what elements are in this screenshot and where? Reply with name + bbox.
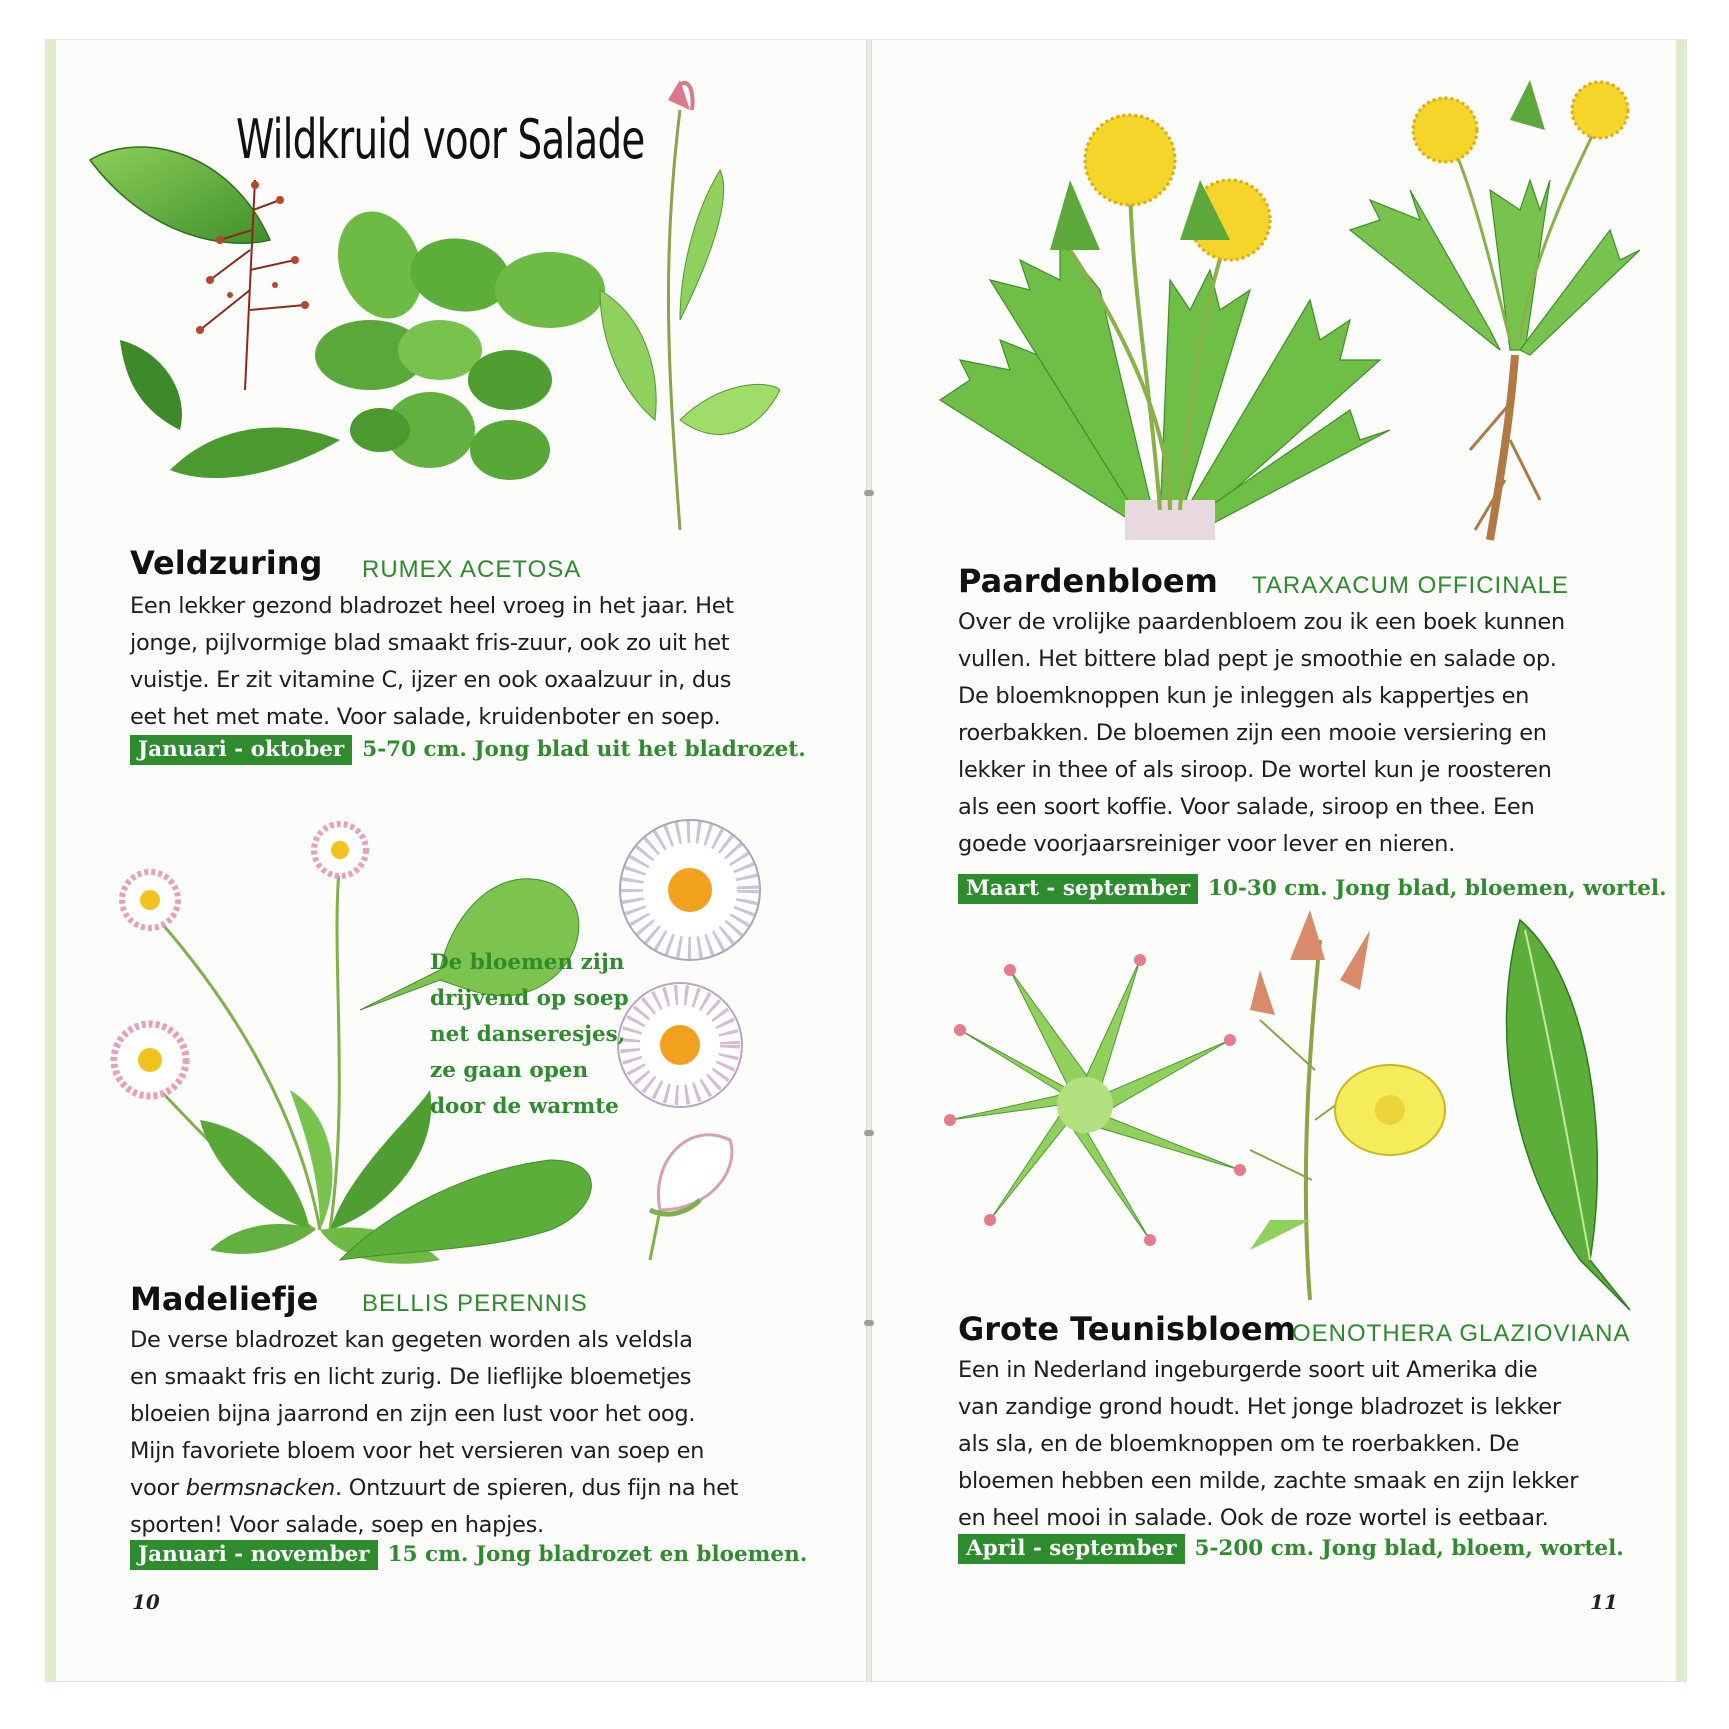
season-badge: Maart - september: [958, 874, 1198, 904]
illustration-caption: [430, 945, 629, 1125]
entry-name: Paardenbloem: [958, 562, 1218, 600]
staple: [864, 1320, 874, 1326]
text-span: voor: [130, 1475, 186, 1501]
dandelion-flower: [1050, 115, 1270, 260]
text-line: Mijn favoriete bloem voor het versieren van soep en: [130, 1438, 705, 1464]
text-line: als sla, en de bloemknoppen om te roerbakken. De: [958, 1431, 1520, 1457]
text-line: als een soort koffie. Voor salade, siroop en thee. Een: [958, 794, 1535, 820]
entry-name: Madeliefje: [130, 1280, 319, 1318]
staple: [864, 490, 874, 496]
season-info: [130, 1540, 807, 1570]
text-line: van zandige grond houdt. Het jonge bladrozet is lekker: [958, 1394, 1561, 1420]
caption-line: De bloemen zijn: [430, 950, 625, 975]
caption-line: net danseresjes,: [430, 1022, 626, 1047]
caption-line: door de warmte: [430, 1094, 619, 1119]
text-line: vuistje. Er zit vitamine C, ijzer en ook oxaalzuur in, dus: [130, 667, 732, 693]
text-line: Over de vrolijke paardenbloem zou ik een boek kunnen: [958, 609, 1565, 635]
book-spine: [866, 40, 872, 1681]
text-line: goede voorjaarsreiniger voor lever en nieren.: [958, 831, 1455, 857]
dandelion-illustration: [930, 80, 1650, 550]
staple: [864, 1130, 874, 1136]
entry-latin-name: TARAXACUM OFFICINALE: [1252, 572, 1569, 599]
season-badge: Januari - november: [130, 1540, 378, 1570]
entry-latin-name: BELLIS PERENNIS: [362, 1290, 588, 1317]
text-line: lekker in thee of als siroop. De wortel kun je roosteren: [958, 757, 1552, 783]
page-number-right: 11: [1590, 1590, 1618, 1614]
season-badge: Januari - oktober: [130, 735, 352, 765]
text-line: jonge, pijlvormige blad smaakt fris-zuur, ook zo uit het: [130, 630, 730, 656]
text-line: bloemen hebben een milde, zachte smaak en zijn lekker: [958, 1468, 1579, 1494]
entry-name: Veldzuring: [130, 544, 323, 582]
season-details: 5-70 cm. Jong blad uit het bladrozet.: [362, 737, 806, 762]
page-title: Wildkruid voor Salade: [236, 108, 645, 171]
text-line: [130, 1470, 738, 1507]
text-line: De verse bladrozet kan gegeten worden als veldsla: [130, 1327, 693, 1353]
daisy-flower-small: [122, 872, 178, 928]
text-line: en heel mooi in salade. Ook de roze wortel is eetbaar.: [958, 1505, 1549, 1531]
season-badge: April - september: [958, 1534, 1185, 1564]
text-line: roerbakken. De bloemen zijn een mooie versiering en: [958, 720, 1547, 746]
season-details: 15 cm. Jong bladrozet en bloemen.: [387, 1542, 808, 1567]
entry-description: [130, 1322, 738, 1544]
italic-term: bermsnacken: [185, 1475, 336, 1501]
entry-name: Grote Teunisbloem: [958, 1310, 1296, 1348]
caption-line: ze gaan open: [430, 1058, 589, 1083]
page-number-left: 10: [132, 1590, 160, 1614]
text-span: . Ontzuurt de spieren, dus fijn na het: [335, 1475, 739, 1501]
season-details: 5-200 cm. Jong blad, bloem, wortel.: [1194, 1536, 1624, 1561]
season-info: [130, 735, 806, 765]
text-line: en smaakt fris en licht zurig. De lieflijke bloemetjes: [130, 1364, 692, 1390]
sorrel-illustration: [80, 90, 780, 570]
entry-latin-name: RUMEX ACETOSA: [362, 556, 582, 583]
season-info: [958, 1534, 1624, 1564]
entry-latin-name: OENOTHERA GLAZIOVIANA: [1292, 1320, 1631, 1347]
season-details: 10-30 cm. Jong blad, bloemen, wortel.: [1208, 876, 1667, 901]
text-line: De bloemknoppen kun je inleggen als kappertjes en: [958, 683, 1530, 709]
text-line: vullen. Het bittere blad pept je smoothie en salade op.: [958, 646, 1557, 672]
entry-description: [958, 604, 1565, 863]
text-line: Een lekker gezond bladrozet heel vroeg in het jaar. Het: [130, 593, 734, 619]
caption-line: drijvend op soep: [430, 986, 629, 1011]
season-info: [958, 874, 1667, 904]
daisy-flower-large: [620, 820, 760, 960]
text-line: Een in Nederland ingeburgerde soort uit Amerika die: [958, 1357, 1538, 1383]
evening-primrose-illustration: [950, 920, 1650, 1320]
entry-description: [130, 588, 734, 736]
text-line: bloeien bijna jaarrond en zijn een lust voor het oog.: [130, 1401, 696, 1427]
entry-description: [958, 1352, 1578, 1537]
text-line: eet het met mate. Voor salade, kruidenboter en soep.: [130, 704, 721, 730]
text-line: sporten! Voor salade, soep en hapjes.: [130, 1512, 544, 1538]
